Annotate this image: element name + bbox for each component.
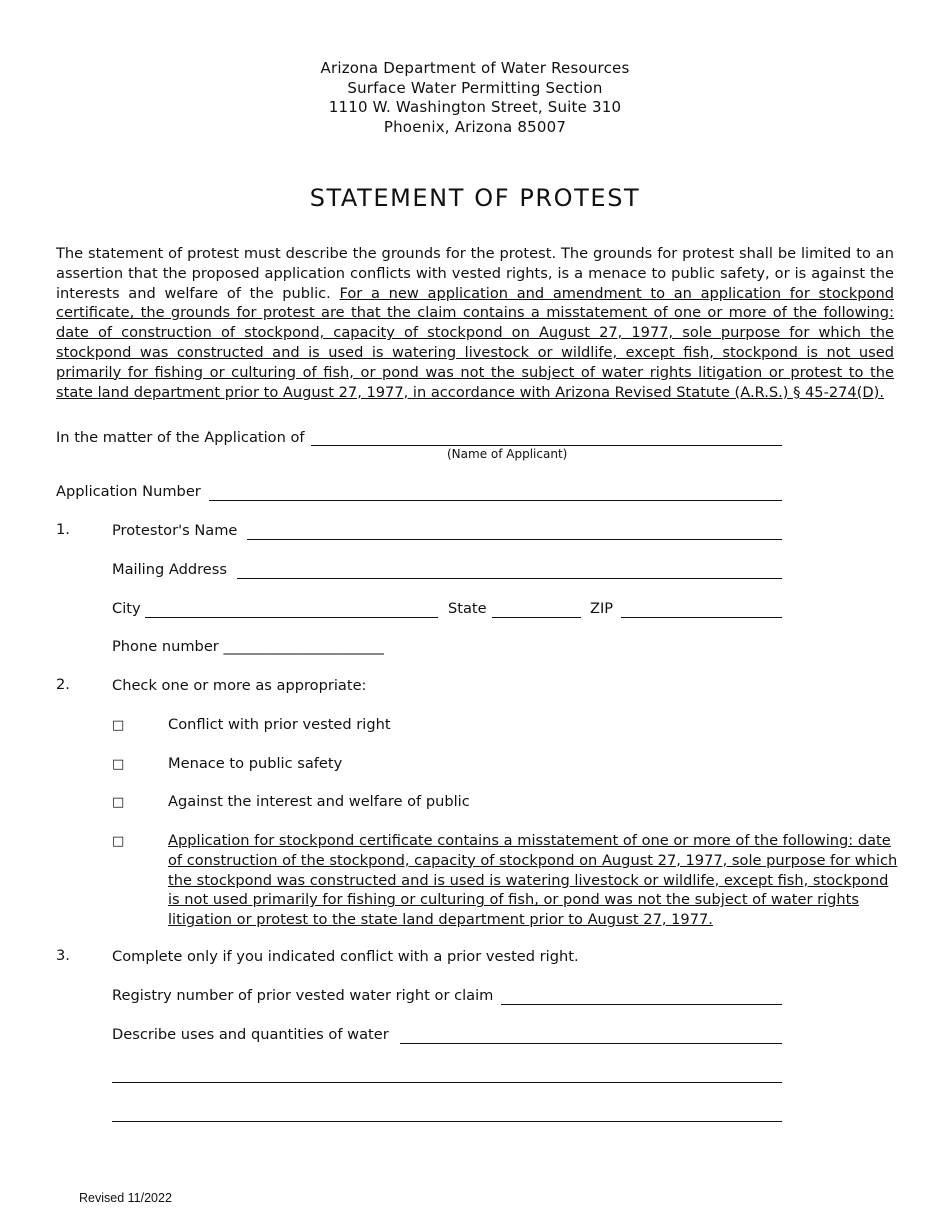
- mailing-address-label: Mailing Address: [112, 561, 227, 578]
- agency-name: Arizona Department of Water Resources: [320, 59, 630, 77]
- intro-underlined: For a new application and amendment to an application for stockpond certificate, the grounds for protest are that the claim contains a misstatement of one or more of the following: date of construction of stockpond, capacity of stockpond on August 27, 1977, sole purpose for which the stockpond was constructed and is used is watering livestock or wildlife, except fish, stockpond is not used primarily for fishing or culturing of fish, or pond was not the subject of water rights litigation or protest to the state land department prior to August 27, 1977, in accordance with Arizona Revised Statute (A.R.S.) § 45-274(D).: [56, 284, 894, 401]
- uses-quantities-field[interactable]: [400, 1043, 782, 1044]
- uses-quantities-line-2[interactable]: [112, 1082, 782, 1083]
- zip-label: ZIP: [590, 600, 614, 617]
- city-field[interactable]: [145, 617, 438, 618]
- option-interest-label: Against the interest and welfare of public: [168, 793, 470, 810]
- agency-section: Surface Water Permitting Section: [347, 78, 603, 97]
- page-title: STATEMENT OF PROTEST: [309, 184, 641, 212]
- registry-number-label: Registry number of prior vested water right or claim: [112, 987, 494, 1004]
- applicant-name-field[interactable]: [311, 445, 782, 446]
- agency-street: 1110 W. Washington Street, Suite 310: [328, 98, 622, 116]
- agency-header: [0, 59, 950, 137]
- section-1-number: 1.: [56, 521, 70, 538]
- checkbox-stockpond[interactable]: □: [112, 834, 125, 849]
- section-3-heading: Complete only if you indicated conflict with a prior vested right.: [112, 948, 579, 965]
- registry-number-field[interactable]: [501, 1004, 782, 1005]
- city-label: City: [112, 600, 141, 617]
- protestor-name-label: Protestor's Name: [112, 522, 238, 539]
- mailing-address-field[interactable]: [237, 578, 782, 579]
- section-3-number: 3.: [56, 947, 70, 964]
- section-2-heading: Check one or more as appropriate:: [112, 677, 367, 694]
- uses-quantities-line-3[interactable]: [112, 1121, 782, 1122]
- option-conflict-label: Conflict with prior vested right: [168, 716, 391, 733]
- intro-plain: The statement of protest must describe the grounds for the protest. The grounds for protest shall be limited to an assertion that the proposed application conflicts with vested rights, is a menace to public safety, or is against the interests and welfare of the public.: [56, 245, 894, 302]
- checkbox-interest[interactable]: □: [112, 795, 125, 810]
- agency-city: Phoenix, Arizona 85007: [383, 117, 567, 136]
- state-label: State: [448, 600, 487, 617]
- application-number-label: Application Number: [56, 483, 201, 500]
- protestor-name-field[interactable]: [247, 539, 782, 540]
- checkbox-menace[interactable]: □: [112, 757, 125, 772]
- revision-date: Revised 11/2022: [79, 1191, 172, 1205]
- checkbox-conflict[interactable]: □: [112, 718, 125, 733]
- uses-quantities-label: Describe uses and quantities of water: [112, 1026, 389, 1043]
- state-field[interactable]: [492, 617, 581, 618]
- option-menace-label: Menace to public safety: [168, 755, 343, 772]
- zip-field[interactable]: [621, 617, 782, 618]
- section-2-number: 2.: [56, 676, 70, 693]
- application-number-field[interactable]: [209, 500, 782, 501]
- phone-number-field[interactable]: Phone number ______________________: [112, 638, 384, 655]
- applicant-caption: (Name of Applicant): [447, 447, 568, 461]
- intro-paragraph: [56, 244, 894, 402]
- option-stockpond-label: Application for stockpond certificate contains a misstatement of one or more of the following: date of construction of the stockpond, capacity of stockpond on August 27, 1977, sole purpose for which the stockpond was constructed and is used is watering livestock or wildlife, except fish, stockpond is not used primarily for fishing or culturing of fish, or pond was not the subject of water rights litigation or protest to the state land department prior to August 27, 1977.: [168, 832, 898, 929]
- matter-label: In the matter of the Application of: [56, 429, 305, 446]
